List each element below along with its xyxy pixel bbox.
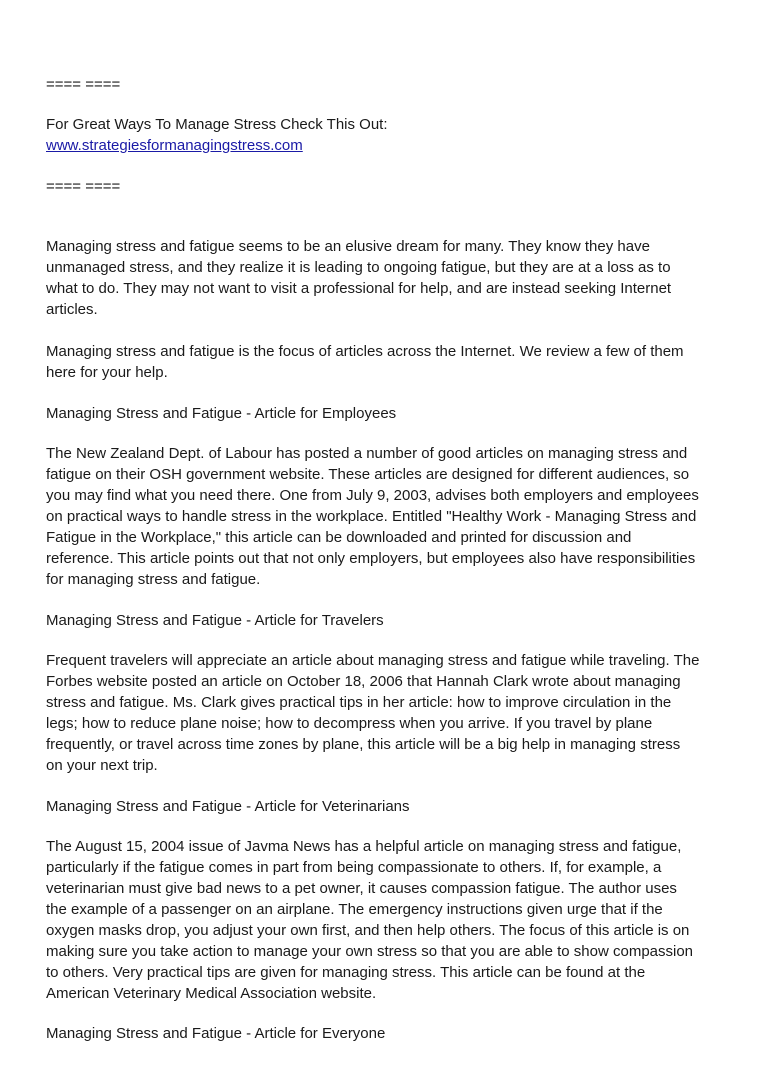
paragraph-line: Managing stress and fatigue is the focus of articles across the Internet. We review a few of them bbox=[46, 343, 684, 360]
paragraph-line: unmanaged stress, and they realize it is leading to ongoing fatigue, but they are at a loss as to bbox=[46, 259, 671, 276]
promo-link[interactable]: www.strategiesformanagingstress.com bbox=[46, 137, 303, 154]
paragraph-line: on your next trip. bbox=[46, 757, 158, 774]
paragraph-line: the example of a passenger on an airplane. The emergency instructions given urge that if the bbox=[46, 901, 663, 918]
paragraph-line: Frequent travelers will appreciate an article about managing stress and fatigue while traveling. The bbox=[46, 652, 700, 669]
promo-text: For Great Ways To Manage Stress Check This Out: bbox=[46, 116, 388, 133]
paragraph-line: for managing stress and fatigue. bbox=[46, 571, 261, 588]
paragraph-line: articles. bbox=[46, 301, 98, 318]
paragraph-line: Fatigue in the Workplace," this article can be downloaded and printed for discussion and bbox=[46, 529, 632, 546]
paragraph-line: here for your help. bbox=[46, 364, 168, 381]
paragraph-line: legs; how to reduce plane noise; how to decompress when you arrive. If you travel by plane bbox=[46, 715, 653, 732]
paragraph-line: The New Zealand Dept. of Labour has posted a number of good articles on managing stress and bbox=[46, 445, 688, 462]
paragraph-line: frequently, or travel across time zones by plane, this article will be a big help in managing stress bbox=[46, 736, 681, 753]
paragraph-line: veterinarian must give bad news to a pet owner, it causes compassion fatigue. The author uses bbox=[46, 880, 677, 897]
paragraph-line: oxygen masks drop, you adjust your own first, and then help others. The focus of this article is on bbox=[46, 922, 690, 939]
section-heading: Managing Stress and Fatigue - Article for Veterinarians bbox=[46, 798, 410, 815]
section-heading: Managing Stress and Fatigue - Article for Employees bbox=[46, 405, 397, 422]
section-heading: Managing Stress and Fatigue - Article for Everyone bbox=[46, 1025, 386, 1042]
paragraph-line: what to do. They may not want to visit a professional for help, and are instead seeking Internet bbox=[46, 280, 672, 297]
section-heading: Managing Stress and Fatigue - Article for Travelers bbox=[46, 612, 384, 629]
paragraph-line: The August 15, 2004 issue of Javma News has a helpful article on managing stress and fatigue, bbox=[46, 838, 682, 855]
paragraph-line: you may find what you need there. One from July 9, 2003, advises both employers and employees bbox=[46, 487, 699, 504]
paragraph-line: particularly if the fatigue comes in part from being compassionate to others. If, for example, a bbox=[46, 859, 662, 876]
paragraph-line: Managing stress and fatigue seems to be an elusive dream for many. They know they have bbox=[46, 238, 650, 255]
paragraph-line: making sure you take action to manage your own stress so that you are able to show compassion bbox=[46, 943, 694, 960]
paragraph-line: reference. This article points out that not only employers, but employees also have responsibilities bbox=[46, 550, 696, 567]
paragraph-line: fatigue on their OSH government website. These articles are designed for different audiences, so bbox=[46, 466, 690, 483]
separator-top: ==== ==== bbox=[46, 76, 121, 93]
separator-bottom: ==== ==== bbox=[46, 178, 121, 195]
paragraph-line: American Veterinary Medical Association website. bbox=[46, 985, 377, 1002]
paragraph-line: Forbes website posted an article on October 18, 2006 that Hannah Clark wrote about managing bbox=[46, 673, 681, 690]
paragraph-line: to others. Very practical tips are given for managing stress. This article can be found at the bbox=[46, 964, 646, 981]
paragraph-line: stress and fatigue. Ms. Clark gives practical tips in her article: how to improve circulation in the bbox=[46, 694, 672, 711]
paragraph-line: on practical ways to handle stress in the workplace. Entitled "Healthy Work - Managing Stress and bbox=[46, 508, 697, 525]
